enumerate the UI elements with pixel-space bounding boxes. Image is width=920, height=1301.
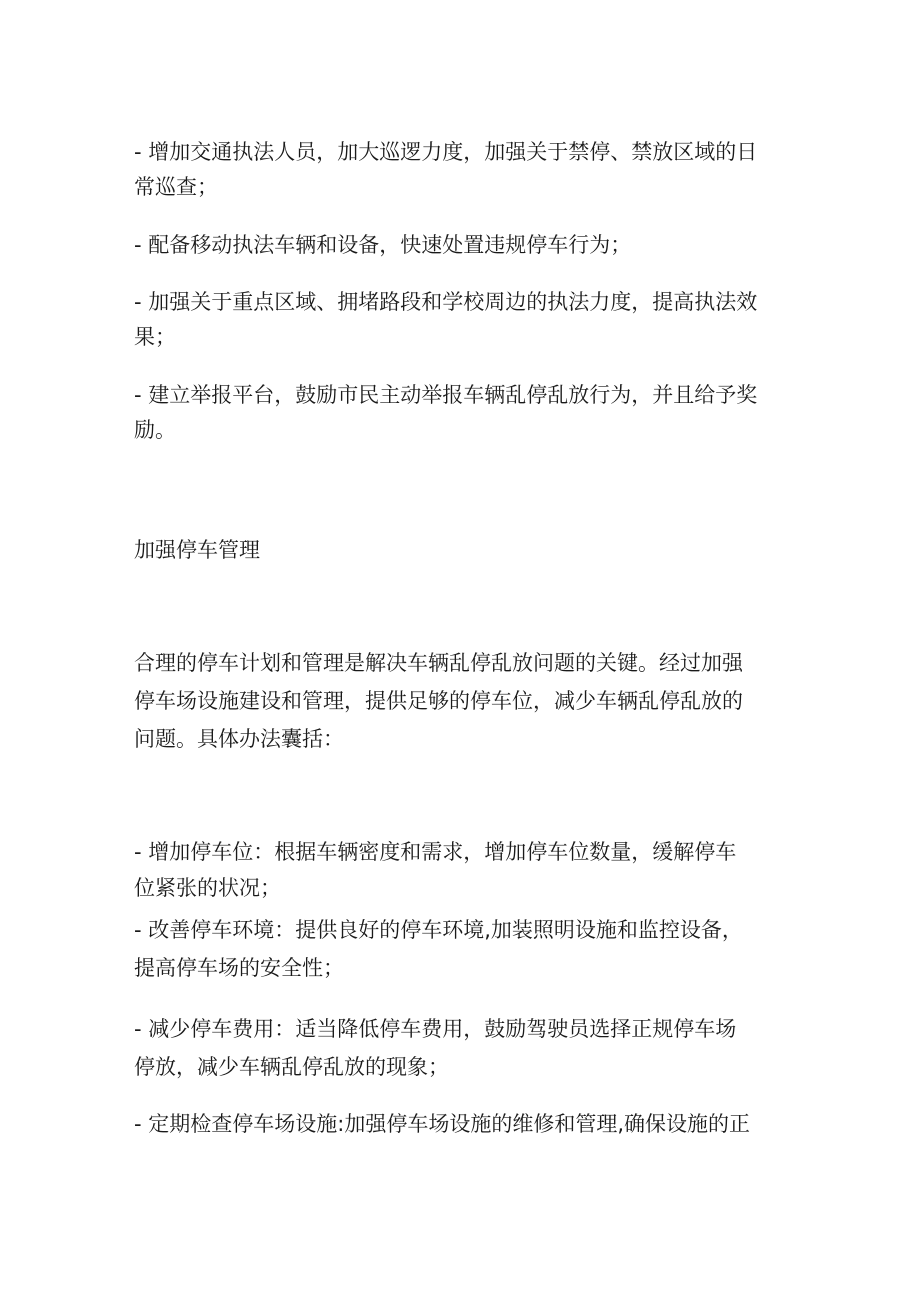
enforcement-item-2: - 配备移动执法车辆和设备，快速处置违规停车行为； bbox=[134, 233, 632, 257]
enforcement-item-1-line-2: 常巡查； bbox=[134, 175, 218, 199]
enforcement-item-4-line-2: 励。 bbox=[134, 418, 176, 442]
measure-item-2-line-1: - 改善停车环境：提供良好的停车环境,加装照明设施和监控设备， bbox=[134, 918, 743, 942]
measure-item-2-line-2: 提高停车场的安全性； bbox=[134, 956, 344, 980]
intro-paragraph-line-3: 问题。具体办法囊括： bbox=[134, 727, 344, 751]
measure-item-3-line-2: 停放，减少车辆乱停乱放的现象； bbox=[134, 1055, 449, 1079]
section-heading: 加强停车管理 bbox=[134, 538, 260, 562]
enforcement-item-1-line-1: - 增加交通执法人员，加大巡逻力度，加强关于禁停、禁放区域的日 bbox=[134, 140, 758, 164]
measure-item-1-line-1: - 增加停车位：根据车辆密度和需求，增加停车位数量，缓解停车 bbox=[134, 840, 737, 864]
measure-item-3-line-1: - 减少停车费用：适当降低停车费用，鼓励驾驶员选择正规停车场 bbox=[134, 1017, 737, 1041]
enforcement-item-3-line-1: - 加强关于重点区域、拥堵路段和学校周边的执法力度，提高执法效 bbox=[134, 290, 758, 314]
intro-paragraph-line-2: 停车场设施建设和管理，提供足够的停车位，减少车辆乱停乱放的 bbox=[134, 689, 743, 713]
intro-paragraph-line-1: 合理的停车计划和管理是解决车辆乱停乱放问题的关键。经过加强 bbox=[134, 651, 743, 675]
enforcement-item-4-line-1: - 建立举报平台，鼓励市民主动举报车辆乱停乱放行为，并且给予奖 bbox=[134, 383, 758, 407]
measure-item-1-line-2: 位紧张的状况； bbox=[134, 876, 281, 900]
measure-item-4-line-1: - 定期检查停车场设施:加强停车场设施的维修和管理,确保设施的正 bbox=[134, 1112, 751, 1136]
enforcement-item-3-line-2: 果； bbox=[134, 325, 176, 349]
